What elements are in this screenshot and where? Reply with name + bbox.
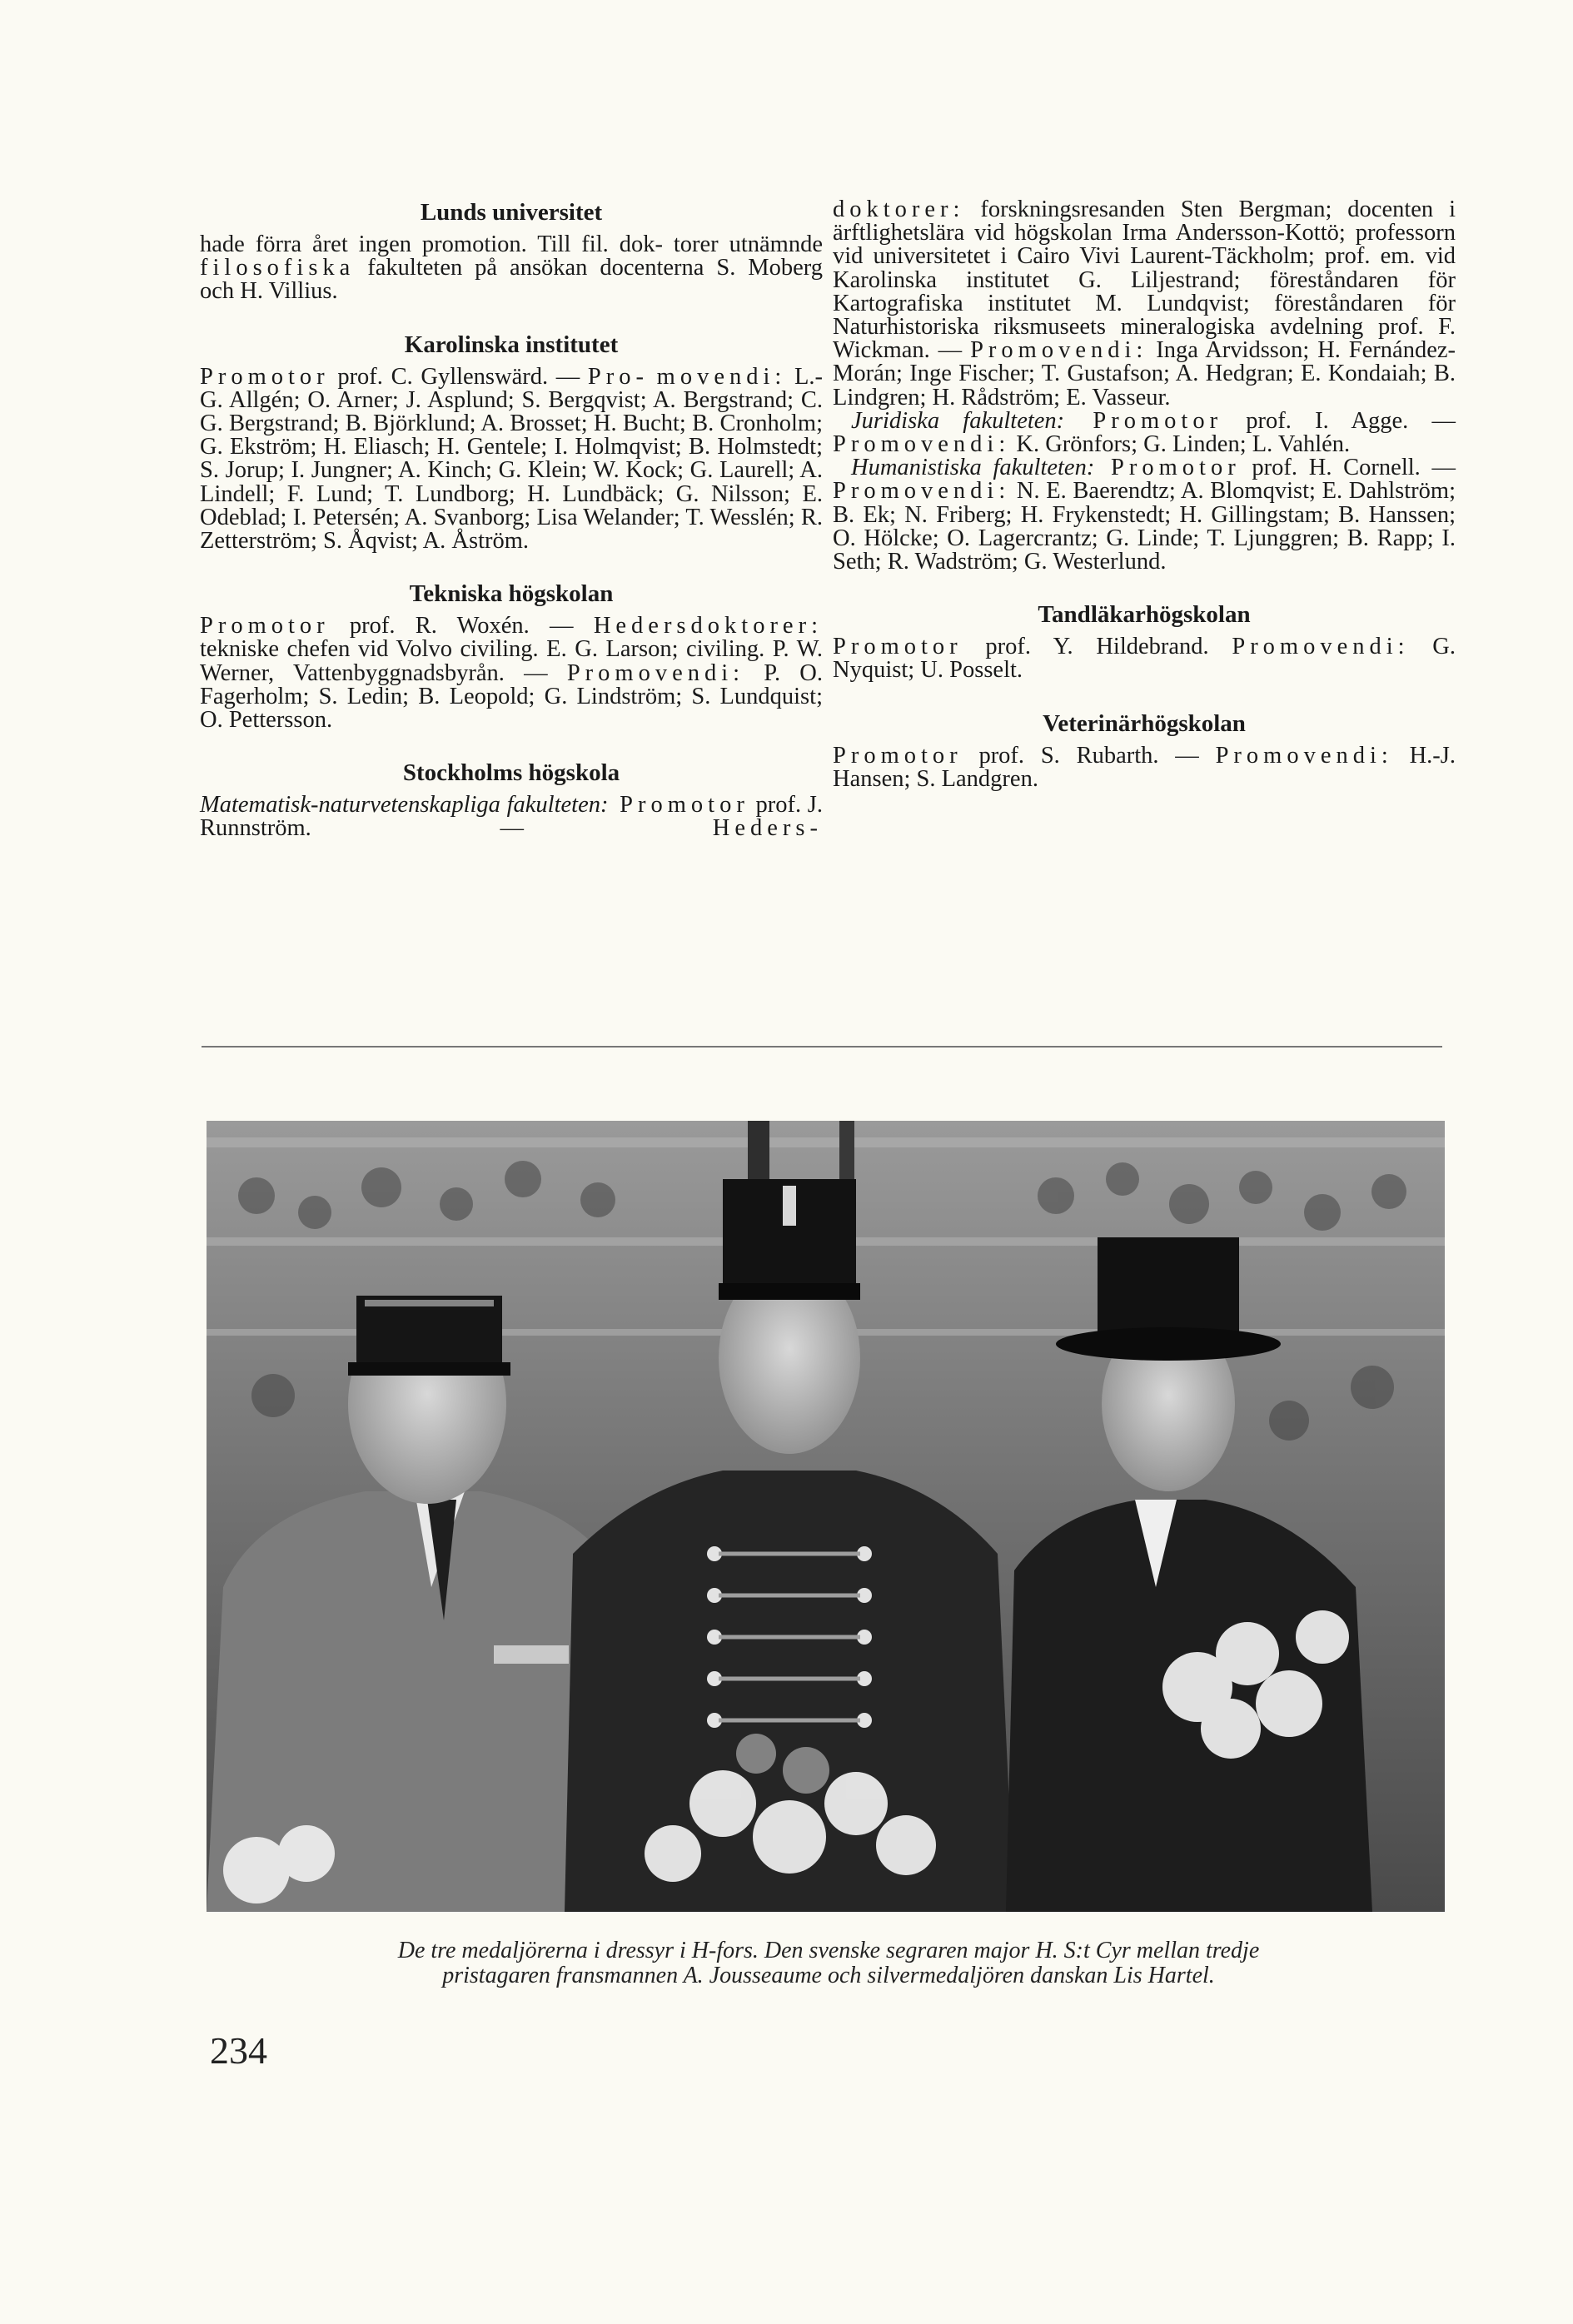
humanistiska-paragraph <box>833 456 1456 574</box>
heading-tekniska: Tekniska högskolan <box>409 580 614 608</box>
stockholm-continued-paragraph <box>833 198 1456 410</box>
kar-promotor-name: prof. C. Gyllenswärd. — <box>329 363 588 390</box>
kar-pro: Pro- <box>587 363 650 390</box>
dressage-medalists-photo <box>207 1121 1445 1912</box>
vet-promotor: Promotor <box>833 742 963 769</box>
caption-line-1: De tre medaljörerna i dressyr i H-fors. Den svenske segraren major H. S:t Cyr mellan tredje <box>397 1938 1260 1963</box>
tek-body-2: P. O. Fagerholm; S. Ledin; B. Leopold; G. Lindström; S. Lundquist; O. Pettersson. <box>200 659 823 734</box>
tek-hedersdoktorer: Hedersdoktorer: <box>593 613 823 639</box>
tand-promotor: Promotor <box>833 634 963 660</box>
heading-lunds-universitet: Lunds universitet <box>420 199 603 226</box>
caption-line-2: pristagaren fransmannen A. Jousseaume och silvermedaljören danskan Lis Hartel. <box>442 1963 1215 1988</box>
lund-paragraph <box>200 233 823 304</box>
lund-line-2a: torer utnämnde <box>673 231 823 257</box>
sto-promotor-name: prof. J. Runnström. — <box>200 792 824 842</box>
lund-spaced-fakultet: filosofiska <box>200 255 356 281</box>
karolinska-paragraph <box>200 363 824 555</box>
stockholm-paragraph <box>200 794 823 840</box>
juridiska-paragraph <box>833 407 1456 458</box>
left-column <box>200 200 823 841</box>
right-column <box>833 198 1456 791</box>
tekniska-paragraph <box>200 615 823 732</box>
heading-veterinarhogskolan: Veterinärhögskolan <box>1043 709 1246 737</box>
vet-body: H.-J. Hansen; S. Landgren. <box>833 742 1456 792</box>
jur-fakulteten: Juridiska fakulteten: <box>851 407 1065 434</box>
tand-promotor-name: prof. Y. Hildebrand. <box>962 634 1232 660</box>
jur-promotor: Promotor <box>1064 407 1223 434</box>
r-doktorer: doktorer: <box>833 197 965 222</box>
lund-line-2c: fakulteten på <box>355 255 498 281</box>
tek-promovendi: Promovendi: <box>566 659 745 686</box>
sto-heders: Heders- <box>712 815 823 842</box>
hum-promotor-name: prof. H. Cornell. — <box>1240 455 1456 481</box>
heading-stockholms-hogskola: Stockholms högskola <box>402 759 620 787</box>
hum-promotor: Promotor <box>1094 455 1241 481</box>
lund-line-1: hade förra året ingen promotion. Till fil. dok- <box>200 231 663 257</box>
vet-promovendi: Promovendi: <box>1215 742 1393 769</box>
jur-body: K. Grönfors; G. Linden; L. Vahlén. <box>1010 431 1351 458</box>
tand-body: G. Nyquist; U. Posselt. <box>833 634 1456 684</box>
tek-promotor: Promotor <box>200 613 330 639</box>
sto-fakulteten: Matematisk-naturvetenskapliga fakulteten: <box>200 792 609 819</box>
kar-movendi: movendi: <box>656 363 787 390</box>
lund-line-3: ansökan docenterna S. Moberg och H. Villius. <box>200 255 823 305</box>
tand-promovendi: Promovendi: <box>1232 634 1410 660</box>
kar-promotor: Promotor <box>200 363 330 390</box>
section-rule-right <box>909 1046 1442 1048</box>
kar-body: L.-G. Allgén; O. Arner; J. Asplund; S. Bergqvist; A. Bergstrand; C. G. Bergstrand; B. Björklund; A. Brosset; H. Bucht; B. Cronholm; G. Ekström; H. Eliasch; H. Gentele; I. Holmqvist; B. Holmstedt; S. Jorup; I. Jungner; A. Kinch; G. Klein; W. Kock; G. Laurell; A. Lindell; F. Lund; T. Lundborg; H. Lundbäck; G. Nilsson; E. Odeblad; I. Petersén; A. Svanborg; Lisa Welander; T. Wesslén; R. Zetterström; S. Åqvist; A. Åström. <box>200 363 824 555</box>
photo-caption <box>208 1938 1449 1988</box>
r-body-2: Inga Arvidsson; H. Fernández-Morán; Inge Fischer; T. Gustafson; A. Hedgran; E. Kondaiah; B. Lindgren; H. Rådström; E. Vasseur. <box>833 337 1456 411</box>
veterinar-paragraph <box>833 744 1456 791</box>
r-promovendi: Promovendi: <box>970 337 1148 364</box>
hum-promovendi: Promovendi: <box>833 478 1011 505</box>
hum-body: N. E. Baerendtz; A. Blomqvist; E. Dahlström; B. Ek; N. Friberg; H. Frykenstedt; H. Gillingstam; B. Hanssen; O. Hölcke; O. Lagercrantz; G. Linde; T. Ljunggren; B. Rapp; I. Seth; R. Wadström; G. Westerlund. <box>833 478 1456 575</box>
section-rule-left <box>202 1046 909 1048</box>
jur-promotor-name: prof. I. Agge. — <box>1222 407 1456 434</box>
heading-tandlakarhogskolan: Tandläkarhögskolan <box>1038 601 1251 629</box>
sto-promotor: Promotor <box>608 792 749 819</box>
tandlakar-paragraph <box>833 635 1456 682</box>
tek-promotor-name: prof. R. Woxén. — <box>329 613 594 639</box>
heading-karolinska: Karolinska institutet <box>404 331 619 358</box>
jur-promovendi: Promovendi: <box>833 431 1011 458</box>
tek-body-1: tekniske chefen vid Volvo civiling. E. G. Larson; civiling. P. W. Werner, Vattenbyggnadsbyrån. — <box>200 636 823 686</box>
page-number: 234 <box>210 2029 267 2072</box>
vet-promotor-name: prof. S. Rubarth. — <box>962 742 1216 769</box>
r-body-1: forskningsresanden Sten Bergman; docenten i ärftlighetslära vid högskolan Irma Andersson-Kottö; professorn vid universitetet i Cairo Vivi Laurent-Täckholm; prof. em. vid Karolinska institutet G. Liljestrand; föreståndaren för Kartografiska institutet M. Lundqvist; föreståndaren för Naturhistoriska riksmuseets mineralogiska avdelning prof. F. Wickman. — <box>833 197 1456 364</box>
hum-fakulteten: Humanistiska fakulteten: <box>851 455 1095 481</box>
